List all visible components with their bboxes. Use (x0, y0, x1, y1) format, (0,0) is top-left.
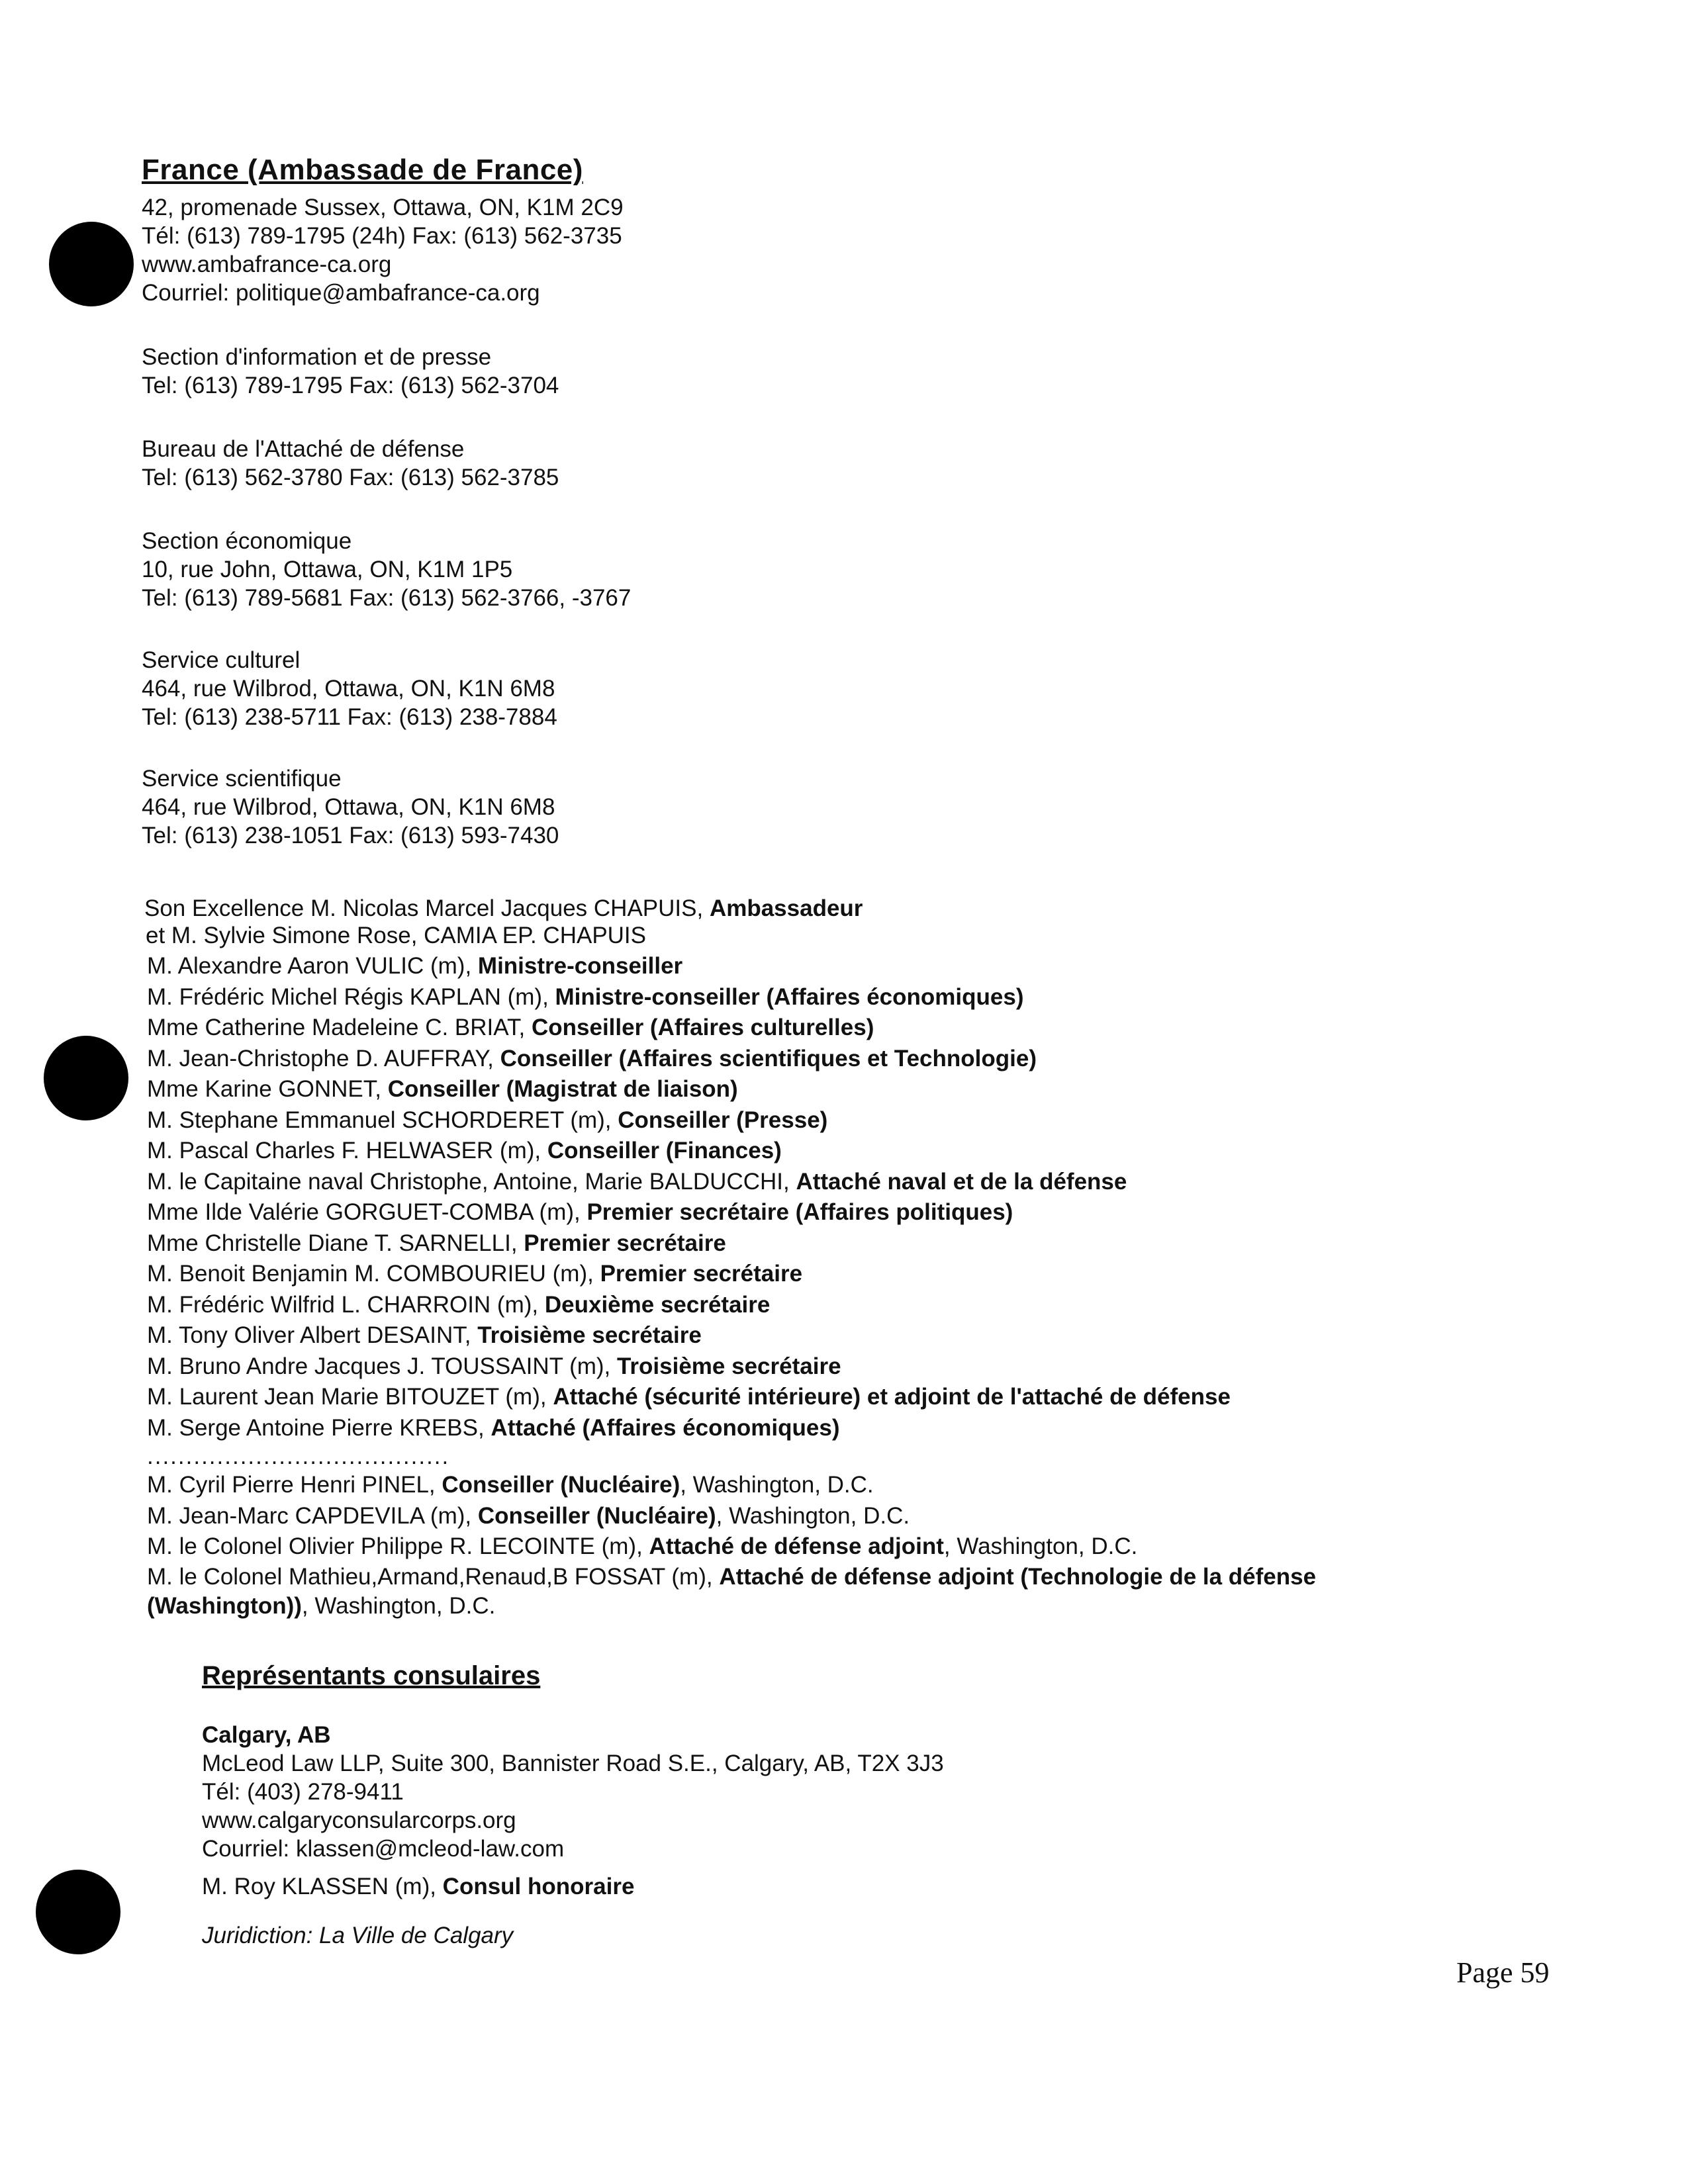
diplomatic-staff-list (144, 893, 1418, 1621)
staff-row: M. Benoit Benjamin M. COMBOURIEU (m), Premier secrétaire (147, 1261, 803, 1287)
section-name: Bureau de l'Attaché de défense (142, 436, 465, 462)
section-name: Section économique (142, 528, 352, 554)
staff-row: M. Tony Oliver Albert DESAINT, Troisième secrétaire (147, 1322, 702, 1348)
section-economic (142, 527, 631, 612)
staff-row: M. Bruno Andre Jacques J. TOUSSAINT (m), Troisième secrétaire (147, 1353, 841, 1379)
staff-row: M. le Capitaine naval Christophe, Antoine, Marie BALDUCCHI, Attaché naval et de la défense (147, 1168, 1127, 1195)
staff-row: M. Laurent Jean Marie BITOUZET (m), Attaché (sécurité intérieure) et adjoint de l'attaché de défense (147, 1384, 1231, 1410)
staff-row: Son Excellence M. Nicolas Marcel Jacques CHAPUIS, Ambassadeur (144, 895, 863, 921)
staff-row: M. Alexandre Aaron VULIC (m), Ministre-conseiller (147, 953, 683, 979)
consular-city: Calgary, AB (202, 1722, 331, 1748)
consul-row: M. Roy KLASSEN (m), Consul honoraire (202, 1874, 635, 1899)
section-name: Service culturel (142, 647, 301, 673)
staff-row: M. Frédéric Wilfrid L. CHARROIN (m), Deuxième secrétaire (147, 1291, 771, 1318)
staff-row: M. Jean-Christophe D. AUFFRAY, Conseiller (Affaires scientifiques et Technologie) (147, 1045, 1037, 1071)
section-phone: Tel: (613) 562-3780 Fax: (613) 562-3785 (142, 465, 559, 490)
section-phone: Tel: (613) 789-1795 Fax: (613) 562-3704 (142, 373, 559, 398)
staff-row-washington: M. le Colonel Mathieu,Armand,Renaud,B FOSSAT (m), Attaché de défense adjoint (Technologie de la défense (Washington)), Washington, D.C. (147, 1563, 1317, 1619)
section-cultural (142, 646, 557, 731)
consular-phone: Tél: (403) 278-9411 (202, 1779, 404, 1805)
consular-address: McLeod Law LLP, Suite 300, Bannister Road S.E., Calgary, AB, T2X 3J3 (202, 1751, 944, 1776)
consular-section-title: Représentants consulaires (202, 1661, 541, 1690)
embassy-title: France (Ambassade de France) (142, 154, 583, 186)
dotted-separator: ....................................... (147, 1443, 450, 1469)
staff-row: Mme Catherine Madeleine C. BRIAT, Conseiller (Affaires culturelles) (147, 1015, 874, 1040)
staff-row: Mme Ilde Valérie GORGUET-COMBA (m), Premier secrétaire (Affaires politiques) (147, 1199, 1013, 1225)
staff-row: M. Pascal Charles F. HELWASER (m), Conseiller (Finances) (147, 1138, 782, 1163)
punch-hole-middle (44, 1036, 128, 1120)
section-name: Service scientifique (142, 766, 342, 792)
staff-row: Mme Karine GONNET, Conseiller (Magistrat de liaison) (147, 1076, 738, 1102)
staff-row: M. Frédéric Michel Régis KAPLAN (m), Ministre-conseiller (Affaires économiques) (147, 983, 1024, 1010)
staff-row-washington: M. Jean-Marc CAPDEVILA (m), Conseiller (Nucléaire), Washington, D.C. (147, 1502, 910, 1529)
section-scientific (142, 764, 559, 850)
embassy-email[interactable]: Courriel: politique@ambafrance-ca.org (142, 280, 540, 306)
consular-email[interactable]: Courriel: klassen@mcleod-law.com (202, 1836, 565, 1862)
section-press (142, 343, 559, 400)
section-name: Section d'information et de presse (142, 344, 492, 370)
embassy-address-block (142, 193, 624, 307)
consular-website[interactable]: www.calgaryconsularcorps.org (202, 1807, 516, 1833)
section-address: 10, rue John, Ottawa, ON, K1M 1P5 (142, 557, 513, 582)
section-phone: Tel: (613) 238-1051 Fax: (613) 593-7430 (142, 823, 559, 848)
consular-jurisdiction: Juridiction: La Ville de Calgary (202, 1923, 514, 1948)
punch-hole-bottom (36, 1870, 120, 1954)
staff-row-washington: M. Cyril Pierre Henri PINEL, Conseiller (Nucléaire), Washington, D.C. (147, 1472, 874, 1498)
embassy-address: 42, promenade Sussex, Ottawa, ON, K1M 2C9 (142, 195, 624, 220)
punch-hole-top (49, 222, 134, 306)
section-phone: Tel: (613) 789-5681 Fax: (613) 562-3766, -3767 (142, 585, 632, 611)
section-defense-attache (142, 435, 559, 492)
staff-row: et M. Sylvie Simone Rose, CAMIA EP. CHAPUIS (146, 922, 647, 948)
spacer (202, 1863, 944, 1872)
staff-row: M. Serge Antoine Pierre KREBS, Attaché (Affaires économiques) (147, 1414, 840, 1441)
staff-row-washington: M. le Colonel Olivier Philippe R. LECOINTE (m), Attaché de défense adjoint, Washington, D.C. (147, 1533, 1138, 1559)
section-address: 464, rue Wilbrod, Ottawa, ON, K1N 6M8 (142, 794, 555, 820)
staff-row: M. Stephane Emmanuel SCHORDERET (m), Conseiller (Presse) (147, 1107, 828, 1133)
embassy-phone: Tél: (613) 789-1795 (24h) Fax: (613) 562-3735 (142, 223, 622, 249)
staff-row: Mme Christelle Diane T. SARNELLI, Premier secrétaire (147, 1230, 726, 1256)
section-address: 464, rue Wilbrod, Ottawa, ON, K1N 6M8 (142, 676, 555, 702)
page-number: Page 59 (1456, 1956, 1550, 1989)
consular-calgary-block (202, 1721, 944, 1901)
section-phone: Tel: (613) 238-5711 Fax: (613) 238-7884 (142, 704, 557, 730)
embassy-website[interactable]: www.ambafrance-ca.org (142, 251, 392, 277)
